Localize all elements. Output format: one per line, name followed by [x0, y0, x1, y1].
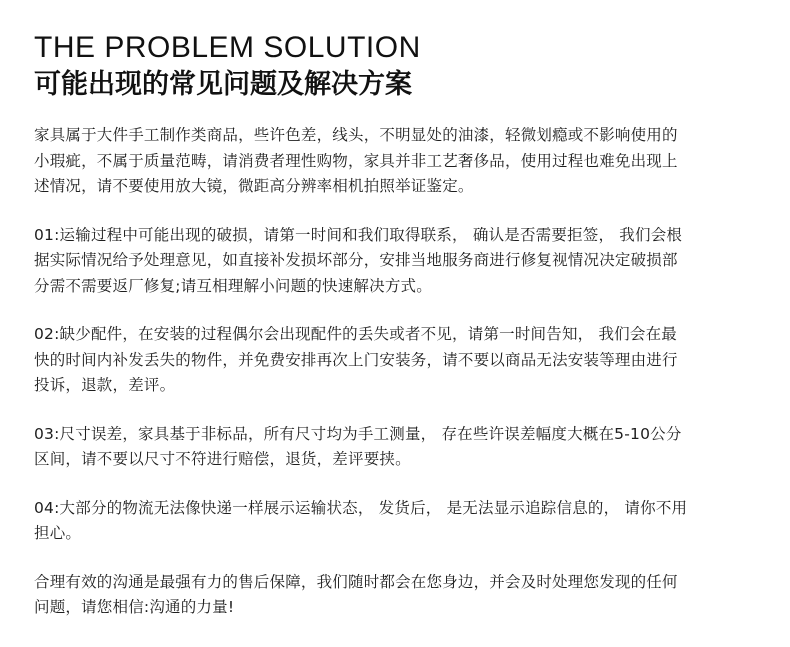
intro-paragraph — [34, 123, 756, 200]
faq-item-line: 02:缺少配件，在安装的过程偶尔会出现配件的丢失或者不见，请第一时间告知， 我们会在最 — [34, 325, 677, 343]
page-title-english: THE PROBLEM SOLUTION — [34, 31, 421, 64]
faq-item-line: 03:尺寸误差，家具基于非标品，所有尺寸均为手工测量， 存在些许误差幅度大概在5-10公分 — [34, 424, 682, 443]
closing-line: 问题，请您相信:沟通的力量! — [34, 598, 235, 616]
faq-item-line: 投诉，退款，差评。 — [34, 376, 176, 394]
closing-paragraph — [34, 570, 756, 621]
faq-item-line: 担心。 — [34, 524, 82, 542]
closing-line: 合理有效的沟通是最强有力的售后保障，我们随时都会在您身边，并会及时处理您发现的任何 — [34, 572, 678, 591]
faq-item-transport-damage — [34, 223, 756, 300]
faq-item-missing-parts — [34, 322, 756, 399]
faq-item-line: 区间，请不要以尺寸不符进行赔偿，退货，差评要挟。 — [34, 450, 411, 468]
faq-item-line: 04:大部分的物流无法像快递一样展示运输状态， 发货后， 是无法显示追踪信息的， 请你不用 — [34, 498, 688, 517]
intro-line: 述情况，请不要使用放大镜，微距高分辨率相机拍照举证鉴定。 — [34, 177, 474, 195]
faq-item-logistics-tracking — [34, 496, 756, 547]
faq-item-line: 据实际情况给予处理意见，如直接补发损坏部分，安排当地服务商进行修复视情况决定破损部 — [34, 251, 678, 269]
faq-item-line: 快的时间内补发丢失的物件，并免费安排再次上门安装务，请不要以商品无法安装等理由进行 — [34, 350, 678, 369]
faq-item-line: 01:运输过程中可能出现的破损，请第一时间和我们取得联系， 确认是否需要拒签， 我们会根 — [34, 225, 683, 244]
page-title-chinese: 可能出现的常见问题及解决方案 — [34, 69, 412, 100]
faq-item-size-deviation — [34, 422, 756, 473]
intro-line: 家具属于大件手工制作类商品，些许色差，线头，不明显处的油漆，轻微划瘾或不影响使用的 — [34, 126, 678, 144]
faq-item-line: 分需不需要返厂修复;请互相理解小问题的快速解决方式。 — [34, 276, 432, 295]
intro-line: 小瑕疵，不属于质量范畴，请消费者理性购物，家具并非工艺奢侈品，使用过程也难免出现上 — [34, 151, 678, 170]
